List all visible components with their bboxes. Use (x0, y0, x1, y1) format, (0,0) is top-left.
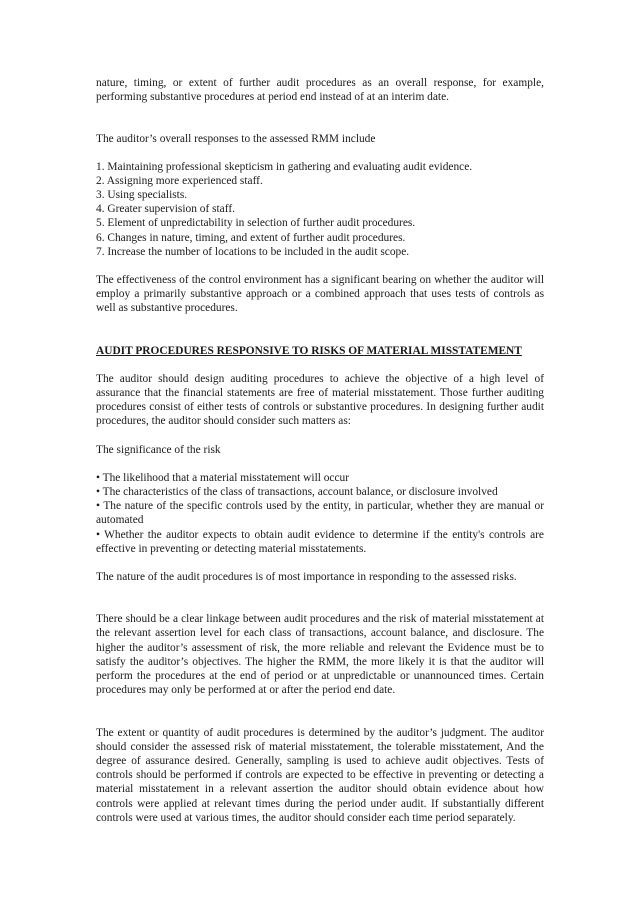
list-item: 4. Greater supervision of staff. (96, 203, 235, 216)
paragraph-intro: nature, timing, or extent of further audit procedures as an overall response, for example, performing substantive procedures at period end instead of at an interim date. (96, 77, 544, 104)
list-item: • The characteristics of the class of transactions, account balance, or disclosure involved (96, 486, 498, 499)
paragraph-control-environment: The effectiveness of the control environment has a significant bearing on whether the auditor will employ a primarily substantive approach or a combined approach that uses tests of controls as well as substantive procedures. (96, 274, 544, 315)
responses-list (96, 160, 544, 259)
paragraph-design-procedures: The auditor should design auditing procedures to achieve the objective of a high level of assurance that the financial statements are free of material misstatement. Those further auditing procedures consist of either tests of controls or substantive procedures. In designing further audit procedures, the auditor should consider such matters as: (96, 372, 544, 428)
document-page (96, 76, 544, 825)
paragraph-significance: The significance of the risk (96, 443, 221, 456)
list-item: 2. Assigning more experienced staff. (96, 174, 263, 187)
paragraph-nature: The nature of the audit procedures is of most importance in responding to the assessed risks. (96, 571, 517, 584)
list-item: • Whether the auditor expects to obtain audit evidence to determine if the entity's controls are effective in preventing or detecting material misstatements. (96, 528, 544, 555)
list-item: 1. Maintaining professional skepticism in gathering and evaluating audit evidence. (96, 160, 473, 173)
paragraph-extent: The extent or quantity of audit procedures is determined by the auditor’s judgment. The auditor should consider the assessed risk of material misstatement, the tolerable misstatement, And the degree of assurance desired. Generally, sampling is used to achieve audit objectives. Tests of controls should be performed if controls are expected to be effective in preventing or detecting a material misstatement in a relevant assertion the auditor should obtain evidence about how controls were applied at relevant times during the period under audit. If substantially different controls were used at various times, the auditor should consider each time period separately. (96, 726, 544, 824)
list-item: • The nature of the specific controls used by the entity, in particular, whether they are manual or automated (96, 500, 544, 527)
paragraph-responses-lead: The auditor’s overall responses to the assessed RMM include (96, 133, 376, 146)
matters-list (96, 471, 544, 556)
list-item: • The likelihood that a material misstatement will occur (96, 471, 350, 484)
list-item: 6. Changes in nature, timing, and extent of further audit procedures. (96, 231, 406, 244)
list-item: 7. Increase the number of locations to be included in the audit scope. (96, 245, 410, 258)
list-item: 3. Using specialists. (96, 189, 188, 202)
list-item: 5. Element of unpredictability in selection of further audit procedures. (96, 217, 416, 230)
section-heading: AUDIT PROCEDURES RESPONSIVE TO RISKS OF MATERIAL MISSTATEMENT (96, 344, 522, 357)
paragraph-linkage: There should be a clear linkage between audit procedures and the risk of material misstatement at the relevant assertion level for each class of transactions, account balance, and disclosure. The higher the auditor’s assessment of risk, the more reliable and relevant the Evidence must be to satisfy the auditor’s objectives. The higher the RMM, the more likely it is that the auditor will perform the procedures at the end of period or at unpredictable or unannounced times. Certain procedures may only be performed at or after the period end date. (96, 613, 544, 697)
